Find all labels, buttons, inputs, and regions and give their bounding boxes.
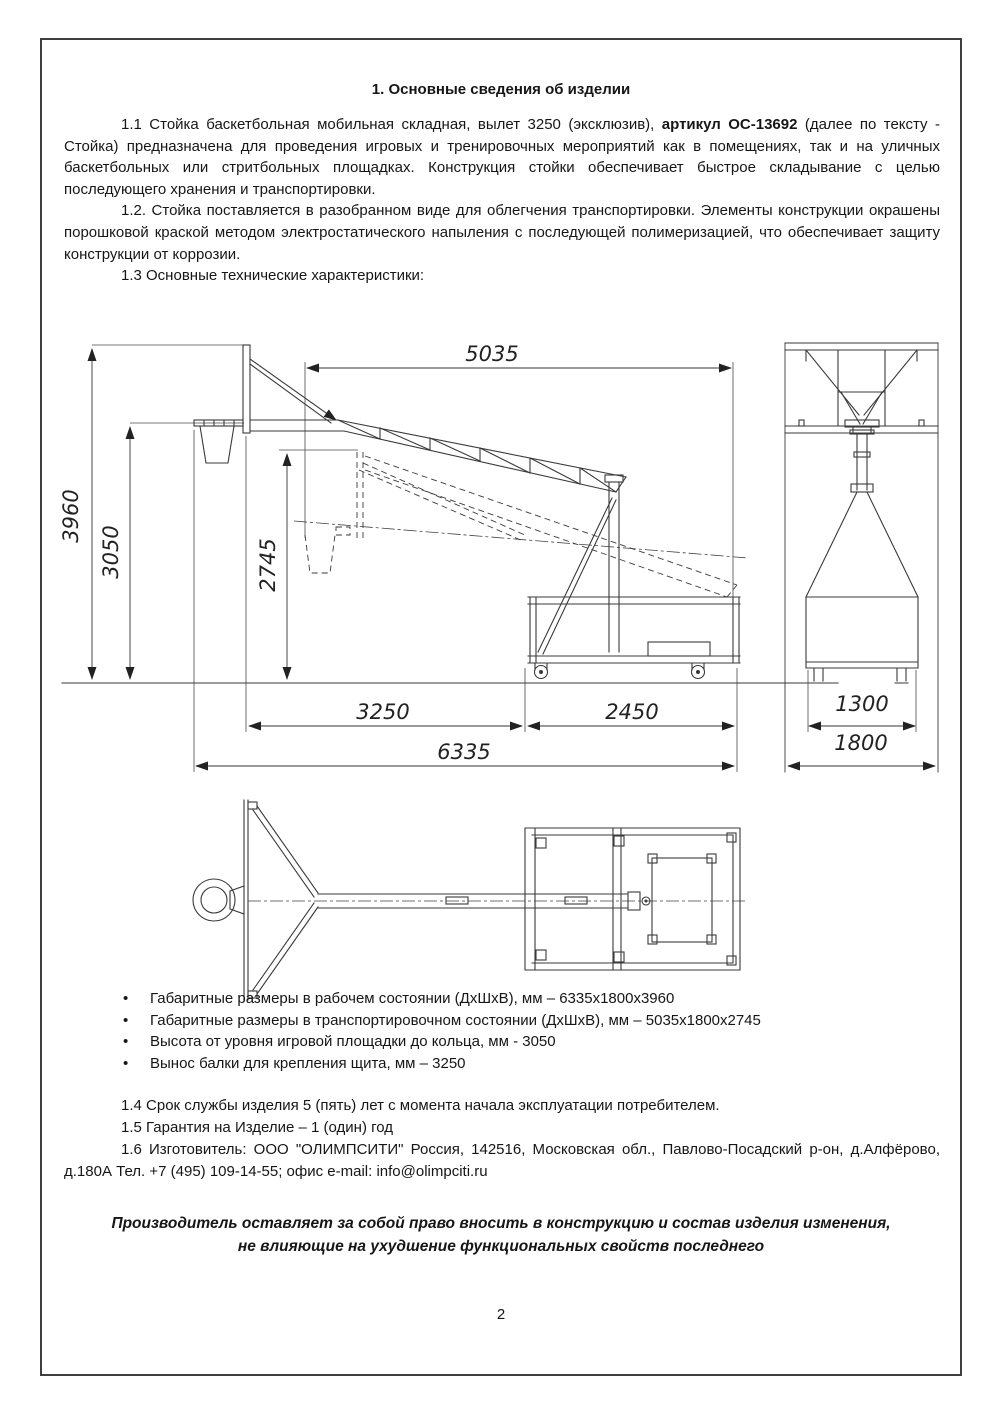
intro-paragraphs [64,114,940,287]
page-number: 2 [496,1306,506,1323]
paragraph-1-3: 1.3 Основные технические характеристики: [121,267,425,285]
paragraph-1-2: 1.2. Стойка поставляется в разобранном виде для облегчения транспортировки. Элементы конструкции окрашены порошковой краской методом электростатического напыления с последующей полимеризацией, что обеспечивает защиту конструкции от коррозии. [64,202,940,263]
paragraph-1-1-text: 1.1 Стойка баскетбольная мобильная складная, вылет 3250 (эксклюзив), [121,116,662,133]
article-number: артикул ОС-13692 [661,116,798,133]
disclaimer-line-2: не влияющие на ухудшение функциональных свойств последнего [237,1238,765,1255]
folded-position-dashed [305,452,737,597]
dim-label-2745: 2745 [256,538,280,592]
dim-label-5035: 5035 [465,342,519,366]
dim-label-1800: 1800 [834,731,888,755]
dim-label-3250: 3250 [356,700,410,724]
paragraph-1-6: 1.6 Изготовитель: ООО "ОЛИМПСИТИ" Россия, 142516, Московская обл., Павлово-Посадский р-он, д.Алфёрово, д.180А Тел. +7 (495) 109-14-55; офис e-mail: info@olimpciti.ru [64,1141,940,1180]
paragraph-1-1 [64,114,940,200]
spec-list [42,988,940,1074]
technical-drawing [50,335,962,1015]
dim-label-3050: 3050 [99,525,123,579]
paragraph-1-4: 1.4 Срок службы изделия 5 (пять) лет с момента начала эксплуатации потребителем. [121,1097,720,1114]
section-title: 1. Основные сведения об изделии [371,81,631,98]
spec-item-overall-working: • Габаритные размеры в рабочем состоянии (ДхШхВ), мм – 6335х1800х3960 [42,988,940,1010]
paragraph-1-1-rest: (далее по тексту - Стойка) предназначена для проведения игровых и тренировочных мероприятий как в помещениях, так и на уличных баскетбольных или стритбольных площадках. Конструкция стойки обеспечивает быстрое складывание с целью последующего хранения и транспортировки. [64,116,940,198]
side-view [62,345,838,772]
top-view [193,800,748,1000]
dim-label-1300: 1300 [835,692,889,716]
spec-item-overall-transport: • Габаритные размеры в транспортировочном состоянии (ДхШхВ), мм – 5035х1800х2745 [42,1010,940,1032]
dim-label-3960: 3960 [59,489,83,543]
manufacturer-disclaimer [82,1212,920,1258]
dim-label-2450: 2450 [605,700,659,724]
page-border [40,38,962,1376]
dim-label-6335: 6335 [437,740,491,764]
paragraph-1-5: 1.5 Гарантия на Изделие – 1 (один) год [121,1119,394,1136]
disclaimer-line-1: Производитель оставляет за собой право вносить в конструкцию и состав изделия изменения, [111,1215,891,1232]
closing-paragraphs [64,1095,940,1183]
spec-item-beam-overhang: • Вынос балки для крепления щита, мм – 3250 [42,1053,940,1075]
spec-item-ring-height: • Высота от уровня игровой площадки до кольца, мм - 3050 [42,1031,940,1053]
